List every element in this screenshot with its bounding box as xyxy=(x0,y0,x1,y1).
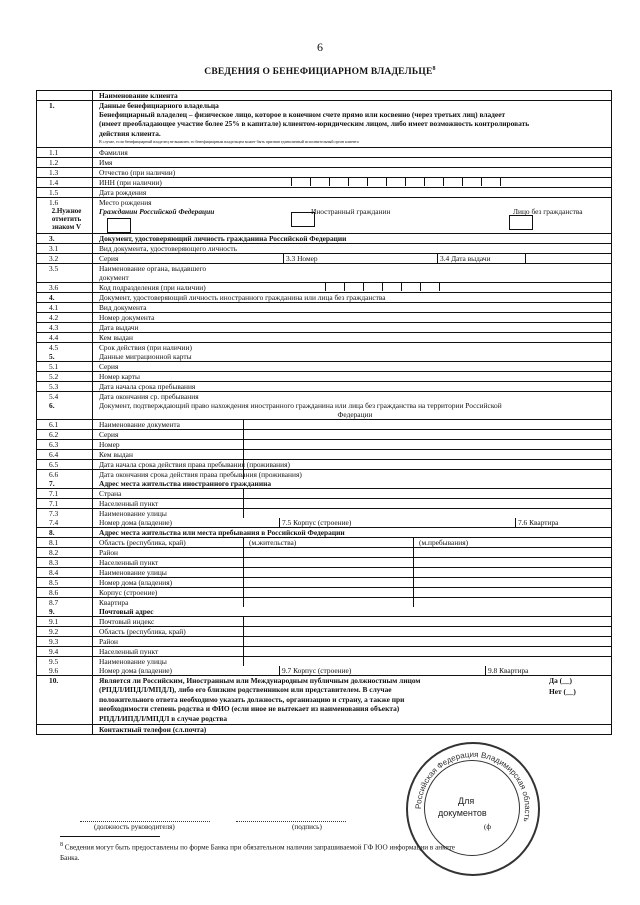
section-9-field-1[interactable]: 9.1 Почтовый индекс xyxy=(37,617,611,627)
field-label: Страна xyxy=(99,489,122,498)
field-label: Кем выдан xyxy=(99,333,133,342)
section-4-header: 4. Документ, удостоверяющий личность иностранного гражданина или лица без гражданства xyxy=(37,293,611,303)
field-label: Почтовый индекс xyxy=(99,617,155,626)
footnote: $^8$ Сведения могут быть предоставлены по форме Банка при обязательном наличии запрашиваемой ГФ ЮО информации в анкете Банка. xyxy=(60,842,455,863)
section-4-field-4[interactable]: 4.4 Кем выдан xyxy=(37,333,611,343)
section-5-field-1[interactable]: 5.1 Серия xyxy=(37,362,611,372)
section-1-field-3[interactable]: 1.3 Отчество (при наличии) xyxy=(37,168,611,178)
section-8-header: 8. Адрес места жительства или места пребывания в Российской Федерации xyxy=(37,528,611,538)
signature-caption: (подпись) xyxy=(292,823,322,831)
field-label: Фамилия xyxy=(99,148,128,157)
svg-text:Российская Федерация Владимирс: Российская Федерация Владимирская область xyxy=(413,749,533,823)
section-1-field-6[interactable]: 1.6 Место рождения xyxy=(37,198,611,207)
field-label: Дата выдачи xyxy=(99,323,139,332)
field-label: Наименование документа xyxy=(99,420,180,429)
field-label: ИНН (при наличии) xyxy=(99,178,162,187)
stateless-checkbox[interactable] xyxy=(509,215,533,230)
field-label: Отчество (при наличии) xyxy=(99,168,176,177)
field-label: Серия xyxy=(99,362,119,371)
field-label: Наименование улицы xyxy=(99,509,167,518)
field-label: Номер карты xyxy=(99,372,140,381)
field-3-1[interactable]: 3.1 Вид документа, удостоверяющего личность xyxy=(37,244,611,254)
field-label: Дата рождения xyxy=(99,188,147,197)
section-9-header: 9. Почтовый адрес xyxy=(37,607,611,617)
section-7-field-2[interactable]: 7.1 Населенный пункт xyxy=(37,499,611,509)
field-label: Корпус (строение) xyxy=(99,588,158,597)
field-label: Область (республика, край) xyxy=(99,538,186,547)
field-label: Населенный пункт xyxy=(99,558,159,567)
field-3-2[interactable]: 3.2 Серия 3.3 Номер 3.4 Дата выдачи xyxy=(37,254,611,264)
field-label: Район xyxy=(99,637,118,646)
section-9-field-4[interactable]: 9.4 Населенный пункт xyxy=(37,647,611,657)
section-1-header: 1. Данные бенефициарного владельца Бенефициарный владелец – физическое лицо, которое в конечном счете прямо или косвенно (через третьих лиц) владеет (имеет преобладающее участие более 25% в капитале) клиентом-юридическим лицом, либо имеет возможность контролировать действия клиента. В случае, если бенефициарный владелец не выявлен, то бенефициарным владельцем может быть признан единоличный исполнительный орган клиента xyxy=(37,101,611,148)
section-8-field-2[interactable]: 8.2 Район xyxy=(37,548,611,558)
client-name-row xyxy=(37,91,611,101)
field-label: Номер документа xyxy=(99,313,155,322)
citizen-rf-checkbox[interactable] xyxy=(107,218,131,233)
section-8-field-3[interactable]: 8.3 Населенный пункт xyxy=(37,558,611,568)
section-6-field-4[interactable]: 6.4 Кем выдан xyxy=(37,450,611,460)
field-label: Имя xyxy=(99,158,113,167)
section-6-field-2[interactable]: 6.2 Серия xyxy=(37,430,611,440)
signature-line-head xyxy=(80,821,210,822)
field-3-6[interactable]: 3.6 Код подразделения (при наличии) xyxy=(37,283,611,293)
section-6-field-5[interactable]: 6.5 Дата начала срока действия права пребывания (проживания) xyxy=(37,460,611,470)
section-6-field-3[interactable]: 6.3 Номер xyxy=(37,440,611,450)
beneficiary-form xyxy=(36,90,612,735)
section-4-field-3[interactable]: 4.3 Дата выдачи xyxy=(37,323,611,333)
section-8-field-5[interactable]: 8.5 Номер дома (владения) xyxy=(37,578,611,588)
organization-stamp: Российская Федерация Владимирская область Для документов xyxy=(406,742,540,876)
section-4-field-5[interactable]: 4.5 Срок действия (при наличии) xyxy=(37,343,611,352)
section-6-field-1[interactable]: 6.1 Наименование документа xyxy=(37,420,611,430)
section-1-field-5[interactable]: 1.5 Дата рождения xyxy=(37,188,611,198)
pep-yes-option[interactable]: Да (__) xyxy=(549,676,572,685)
field-label: Кем выдан xyxy=(99,450,133,459)
section-5-field-4[interactable]: 5.4 Дата окончания ср. пребывания xyxy=(37,392,611,401)
field-label: Место рождения xyxy=(99,198,152,207)
section-1-field-4[interactable]: 1.4 ИНН (при наличии) xyxy=(37,178,611,188)
section-7-field-1[interactable]: 7.1 Страна xyxy=(37,489,611,499)
field-label: Населенный пункт xyxy=(99,499,159,508)
footnote-divider xyxy=(60,836,160,837)
section-7-header: 7. Адрес места жительства иностранного гражданина xyxy=(37,479,611,489)
field-label: Вид документа xyxy=(99,303,147,312)
field-label: Номер xyxy=(99,440,120,449)
section-8-field-4[interactable]: 8.4 Наименование улицы xyxy=(37,568,611,578)
field-label: Серия xyxy=(99,430,119,439)
section-5-header: 5. Данные миграционной карты xyxy=(37,352,611,362)
field-label: Дата окончания ср. пребывания xyxy=(99,392,199,401)
field-label: Наименование улицы xyxy=(99,657,167,666)
section-8-field-1[interactable]: 8.1 Область (республика, край) (м.жительства) (м.пребывания) xyxy=(37,538,611,548)
field-7-4[interactable]: 7.4 Номер дома (владение) 7.5 Корпус (строение) 7.6 Квартира xyxy=(37,518,611,528)
section-8-field-6[interactable]: 8.6 Корпус (строение) xyxy=(37,588,611,598)
field-label: Дата начала срока действия права пребывания (проживания) xyxy=(99,460,290,469)
field-label: Область (республика, край) xyxy=(99,627,186,636)
field-label: Дата окончания срока действия права пребывания (проживания) xyxy=(99,470,302,479)
section-3-header: 3. Документ, удостоверяющий личность гражданина Российской Федерации xyxy=(37,234,611,244)
section-4-field-2[interactable]: 4.2 Номер документа xyxy=(37,313,611,323)
section-8-field-7[interactable]: 8.7 Квартира xyxy=(37,598,611,607)
field-label: Дата начала срока пребывания xyxy=(99,382,196,391)
signature-line-sign xyxy=(236,821,346,822)
client-name-label: Наименование клиента xyxy=(99,91,178,100)
field-label: Срок действия (при наличии) xyxy=(99,343,192,352)
field-9-6[interactable]: 9.6 Номер дома (владение) 9.7 Корпус (строение) 9.8 Квартира xyxy=(37,666,611,676)
section-1-field-2[interactable]: 1.2 Имя xyxy=(37,158,611,168)
section-9-field-2[interactable]: 9.2 Область (республика, край) xyxy=(37,627,611,637)
section-9-field-3[interactable]: 9.3 Район xyxy=(37,637,611,647)
field-label: Район xyxy=(99,548,118,557)
name-caption: (ф xyxy=(484,823,492,831)
section-6-header: 6. Документ, подтверждающий право нахождения иностранного гражданина или лица без гражданства на территории Российской Федерации xyxy=(37,401,611,420)
field-3-5[interactable]: 3.5 Наименование органа, выдавшего документ xyxy=(37,264,611,283)
section-4-field-1[interactable]: 4.1 Вид документа xyxy=(37,303,611,313)
head-position-caption: (должность руководителя) xyxy=(94,823,175,831)
contact-phone-row[interactable]: Контактный телефон (сл.почта) xyxy=(37,725,611,734)
pep-no-option[interactable]: Нет (__) xyxy=(549,687,576,696)
section-1-field-1[interactable]: 1.1 Фамилия xyxy=(37,148,611,158)
field-label: Наименование улицы xyxy=(99,568,167,577)
section-10-pep: 10. Является ли Российским, Иностранным или Международным публичным должностным лицом (РПДЛ/ИПДЛ/МПДЛ), либо его близким родственником или представителем. В случае положительного ответа необходимо указать должность, организацию и страну, а также при необходимости степень родства и ФИО (если иное не вытекает из наименования объекта) РПДЛ/ИПДЛ/МПДЛ в случае родства Да (__) Нет (__) xyxy=(37,676,611,725)
section-2-citizenship: 2.Нужное отметить знаком V Гражданин Российской Федерации Иностранный гражданин Лицо без гражданства xyxy=(37,207,611,234)
field-label: Населенный пункт xyxy=(99,647,159,656)
section-7-field-3[interactable]: 7.3 Наименование улицы xyxy=(37,509,611,518)
page-number: 6 xyxy=(317,40,323,54)
page-title: СВЕДЕНИЯ О БЕНЕФИЦИАРНОМ ВЛАДЕЛЬЦЕ$^8$ xyxy=(204,66,436,78)
foreign-citizen-checkbox[interactable] xyxy=(291,212,315,227)
field-label: Номер дома (владения) xyxy=(99,578,173,587)
section-6-field-6[interactable]: 6.6 Дата окончания срока действия права пребывания (проживания) xyxy=(37,470,611,479)
section-5-field-2[interactable]: 5.2 Номер карты xyxy=(37,372,611,382)
section-9-field-5[interactable]: 9.5 Наименование улицы xyxy=(37,657,611,666)
field-label: Квартира xyxy=(99,598,129,607)
section-5-field-3[interactable]: 5.3 Дата начала срока пребывания xyxy=(37,382,611,392)
